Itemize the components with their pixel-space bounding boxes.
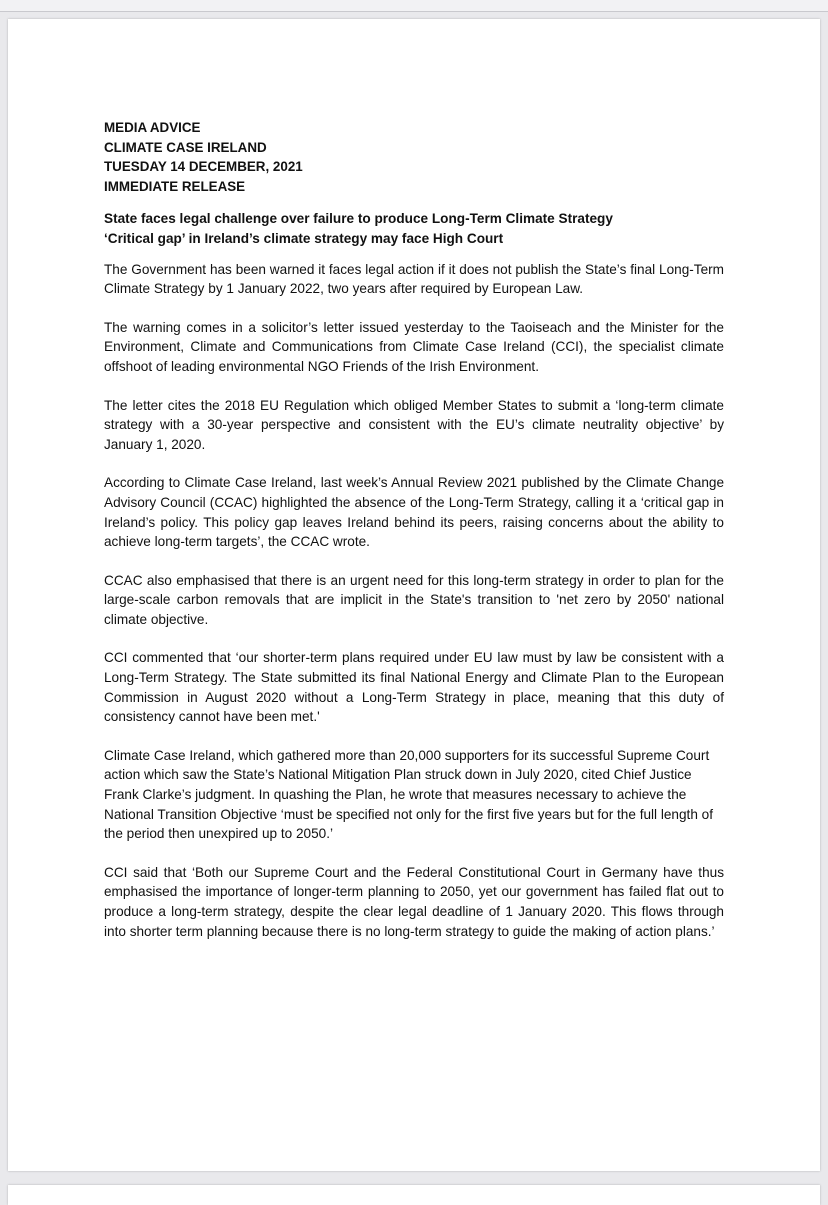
press-release-body [104, 118, 724, 941]
headline-main: State faces legal challenge over failure to produce Long-Term Climate Strategy [104, 211, 613, 227]
paragraph-7: Climate Case Ireland, which gathered more than 20,000 supporters for its successful Supreme Court action which saw the State’s National Mitigation Plan struck down in July 2020, cited Chief Justice Frank Clarke’s judgment. In quashing the Plan, he wrote that measures necessary to achieve the National Transition Objective ‘must be specified not only for the first five years but for the full length of the period then unexpired up to 2050.’ [104, 747, 714, 842]
paragraph-3: The letter cites the 2018 EU Regulation which obliged Member States to submit a ‘long-term climate strategy with a 30-year perspective and consistent with the EU’s climate neutrality objective’ by January 1, 2020. [104, 397, 724, 452]
header-line-date: TUESDAY 14 DECEMBER, 2021 [104, 159, 303, 175]
header-line-media-advice: MEDIA ADVICE [104, 120, 201, 135]
viewer-top-bar [0, 0, 828, 12]
next-page-edge [8, 1185, 820, 1205]
document-page [8, 19, 820, 1171]
paragraph-1: The Government has been warned it faces legal action if it does not publish the State’s final Long-Term Climate Strategy by 1 January 2022, two years after required by European Law. [104, 261, 724, 297]
headline-sub: ‘Critical gap’ in Ireland’s climate strategy may face High Court [104, 230, 504, 246]
release-header [104, 118, 724, 196]
paragraph-2: The warning comes in a solicitor’s letter issued yesterday to the Taoiseach and the Minister for the Environment, Climate and Communications from Climate Case Ireland (CCI), the specialist climate offshoot of leading environmental NGO Friends of the Irish Environment. [104, 319, 724, 374]
header-line-release-type: IMMEDIATE RELEASE [104, 178, 246, 194]
paragraph-6: CCI commented that ‘our shorter-term plans required under EU law must by law be consistent with a Long-Term Strategy. The State submitted its final National Energy and Climate Plan to the European Commission in August 2020 without a Long-Term Strategy in place, meaning that this duty of consistency cannot have been met.' [104, 650, 724, 725]
paragraph-4: According to Climate Case Ireland, last week’s Annual Review 2021 published by the Climate Change Advisory Council (CCAC) highlighted the absence of the Long-Term Strategy, calling it a ‘critical gap in Ireland’s policy. This policy gap leaves Ireland behind its peers, raising concerns about the ability to achieve long-term targets’, the CCAC wrote. [104, 475, 724, 550]
headline-block [104, 209, 724, 248]
paragraph-5: CCAC also emphasised that there is an urgent need for this long-term strategy in order to plan for the large-scale carbon removals that are implicit in the State's transition to 'net zero by 2050' national climate objective. [104, 572, 724, 627]
paragraph-8: CCI said that ‘Both our Supreme Court and the Federal Constitutional Court in Germany have thus emphasised the importance of longer-term planning to 2050, yet our government has failed flat out to produce a long-term strategy, despite the clear legal deadline of 1 January 2020. This flows through into shorter term planning because there is no long-term strategy to guide the making of action plans.’ [104, 864, 724, 939]
header-line-organisation: CLIMATE CASE IRELAND [104, 139, 267, 155]
